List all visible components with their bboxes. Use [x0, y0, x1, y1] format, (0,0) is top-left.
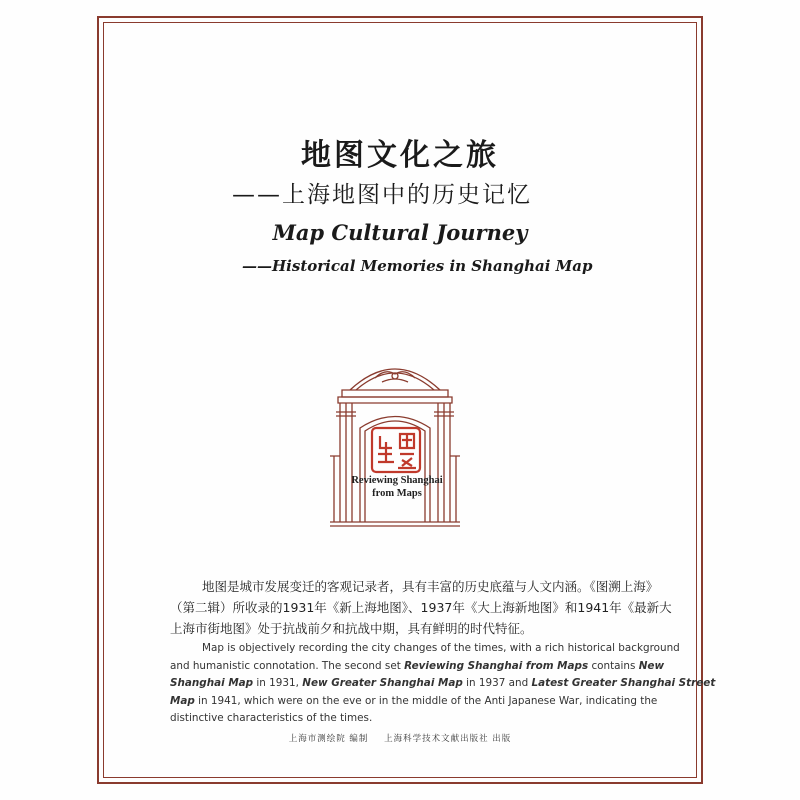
text-run: and humanistic connotation. The second set	[170, 659, 405, 672]
chinese-paragraph	[170, 576, 672, 639]
map-title-ref: Map	[170, 694, 195, 707]
map-title-ref: Shanghai Map	[170, 677, 254, 690]
english-paragraph-line	[170, 658, 665, 676]
text-run: in 1937 and	[462, 677, 532, 690]
emblem-caption	[338, 474, 456, 500]
editor-credit: 上海市测绘院 编制	[288, 734, 369, 744]
text-run: in 1931,	[253, 677, 303, 690]
text-run: contains	[588, 659, 639, 672]
publisher-footer	[0, 732, 800, 744]
gate-emblem-icon	[320, 350, 470, 530]
chinese-paragraph-line: 上海市街地图》处于抗战前夕和抗战中期，具有鲜明的时代特征。	[170, 621, 533, 636]
english-title: Map Cultural Journey	[272, 220, 528, 245]
english-paragraph-line	[170, 693, 658, 711]
emblem-caption-line1: Reviewing Shanghai	[351, 475, 443, 486]
map-title-ref: New	[638, 659, 665, 672]
text-run: in 1941, which were on the eve or in the middle of the Anti Japanese War, indicating the	[194, 694, 658, 707]
chinese-title: 地图文化之旅	[301, 138, 499, 173]
english-paragraph-line: distinctive characteristics of the times.	[170, 712, 373, 725]
book-title-ref: Reviewing Shanghai from Maps	[404, 659, 589, 672]
map-title-ref: Latest Greater Shanghai Street	[531, 677, 716, 690]
chinese-paragraph-line: （第二辑）所收录的1931年《新上海地图》、1937年《大上海新地图》和1941年《最新大	[170, 600, 672, 615]
publisher-credit: 上海科学技术文献出版社 出版	[384, 734, 512, 744]
seal-stamp	[372, 428, 420, 472]
map-title-ref: New Greater Shanghai Map	[302, 677, 463, 690]
english-paragraph-line	[170, 675, 716, 693]
chinese-paragraph-line: 地图是城市发展变迁的客观记录者，具有丰富的历史底蕴与人文内涵。《图溯上海》	[202, 579, 659, 594]
chinese-subtitle: ——上海地图中的历史记忆	[232, 182, 532, 208]
english-paragraph	[170, 640, 716, 728]
english-paragraph-line: Map is objectively recording the city changes of the times, with a rich historical background	[202, 642, 680, 654]
emblem-caption-line2: from Maps	[372, 488, 422, 499]
english-subtitle: ——Historical Memories in Shanghai Map	[242, 257, 593, 275]
